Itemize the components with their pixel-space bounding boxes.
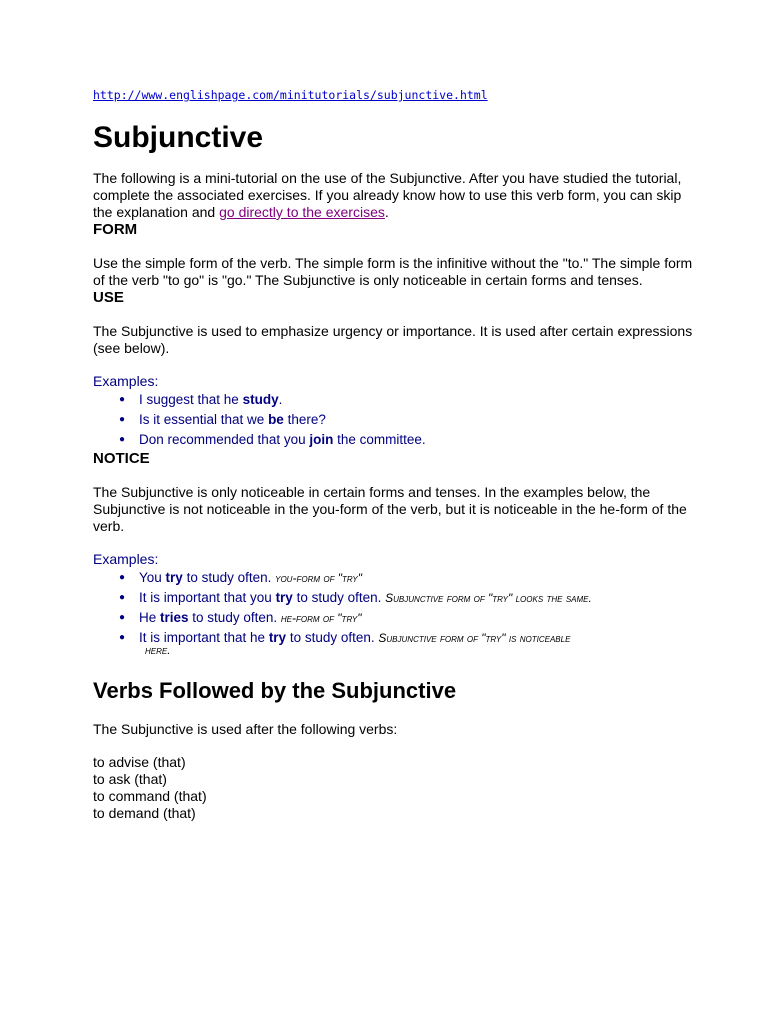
example-verb: study [242,392,279,407]
example-text: Don recommended that you [139,432,310,447]
list-item [93,568,693,588]
example-verb: tries [160,610,189,625]
intro-text: The following is a mini-tutorial on the use of the Subjunctive. After you have studied the tutorial, complete the associated exercises. If you already know how to use this verb form, you can skip the explanation and [93,170,682,220]
bullet-icon: ● [119,434,126,445]
intro-after: . [384,204,389,220]
example-text: to study often. [182,570,276,585]
list-item [93,628,693,648]
bullet-icon: ● [119,414,126,425]
example-verb: try [275,590,293,605]
intro-paragraph [93,170,693,221]
example-note-continuation: here. [145,643,171,657]
verb-item: to demand (that) [93,805,196,821]
example-verb: try [268,630,287,645]
verbs-intro-paragraph: The Subjunctive is used after the following verbs: [93,721,398,737]
list-item [93,608,693,628]
use-examples-list [93,390,693,450]
example-text: to study often. [188,610,281,625]
example-text: You [139,570,166,585]
example-text: the committee. [333,432,426,447]
example-text: to study often. [286,630,379,645]
verbs-heading: Verbs Followed by the Subjunctive [93,678,457,703]
example-text: Is it essential that we [139,412,269,427]
example-verb: be [268,412,284,427]
exercises-link[interactable]: go directly to the exercises [219,204,385,220]
example-text: He [139,610,161,625]
example-verb: try [165,570,183,585]
bullet-icon: ● [119,592,126,603]
document-page [93,86,693,822]
notice-paragraph: The Subjunctive is only noticeable in certain forms and tenses. In the examples below, the Subjunctive is not noticeable in the you-form of the verb, but it is noticeable in the he-form of the verb. [93,484,687,534]
verb-item: to advise (that) [93,754,186,770]
example-text: I suggest that he [139,392,243,407]
use-heading: USE [93,289,124,306]
page-title: Subjunctive [93,121,264,154]
example-text: It is important that he [139,630,269,645]
form-paragraph: Use the simple form of the verb. The simple form is the infinitive without the "to." The simple form of the verb "to go" is "go." The Subjunctive is only noticeable in certain forms and tenses. [93,255,693,288]
verb-item: to command (that) [93,788,207,804]
example-note: you-form of "try" [275,571,363,585]
notice-examples-list [93,568,693,648]
bullet-icon: ● [119,612,126,623]
list-item [93,390,693,410]
verbs-list [93,754,693,822]
example-note: he-form of "try" [280,611,362,625]
form-heading: FORM [93,221,138,238]
bullet-icon: ● [119,394,126,405]
list-item [93,588,693,608]
example-text: . [278,392,283,407]
notice-examples-label: Examples: [93,551,159,567]
list-item [93,430,693,450]
example-text: to study often. [292,590,386,605]
example-note: Subjunctive form of "try" is noticeable [378,631,571,645]
bullet-icon: ● [119,572,126,583]
use-paragraph: The Subjunctive is used to emphasize urgency or importance. It is used after certain expressions (see below). [93,323,693,356]
list-item [93,410,693,430]
notice-heading: NOTICE [93,450,150,467]
use-examples-label: Examples: [93,373,159,389]
example-text: there? [283,412,326,427]
verb-item: to ask (that) [93,771,167,787]
example-note: Subjunctive form of "try" looks the same. [385,591,592,605]
example-verb: join [309,432,334,447]
source-url-link[interactable]: http://www.englishpage.com/minitutorials/subjunctive.html [93,88,488,102]
bullet-icon: ● [119,632,126,643]
example-text: It is important that you [139,590,276,605]
